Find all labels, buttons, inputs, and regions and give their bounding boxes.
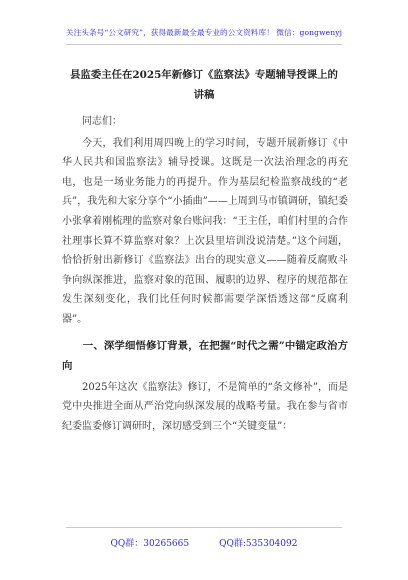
document-title <box>60 65 348 105</box>
salutation: 同志们： <box>82 116 122 127</box>
paragraph-section-1: 2025年这次《监察法》修订，不是简单的“条文修补”，而是党中央推进全面从严治党向纵深发展的战略考量。我在参与省市纪委监委修订调研时，深切感受到三个“关键变量”： <box>62 381 348 432</box>
title-line-1: 县监委主任在2025年新修订《监察法》专题辅导授课上的 <box>70 69 338 81</box>
document-body <box>62 112 348 436</box>
qq-group-2: QQ群:535304092 <box>219 539 298 549</box>
section-heading-1: 一、深学细悟修订背景，在把握“时代之需”中锚定政治方向 <box>62 339 348 372</box>
paragraph-intro: 今天，我们利用周四晚上的学习时间，专题开展新修订《中华人民共和国监察法》辅导授课。这既是一次法治理念的再充电，也是一场业务能力的再提升。作为基层纪检监察战线的“老兵”，我先和大家分享个“小插曲”——上周到马市镇调研，镇纪委小张拿着刚梳理的监察对象台账问我：“王主任，咱们村里的合作社理事长算不算监察对象？上次县里培训没说清楚。”这个问题，恰恰折射出新修订《监察法》出台的现实意义——随着反腐败斗争向纵深推进，监察对象的范围、履职的边界、程序的规范都在发生深刻变化，我们比任何时候都需要学深悟透这部“反腐利器”。 <box>62 137 348 325</box>
page-header: 关注头条号“公文研究”，获得最新最全最专业的公文资料库！ 微信：gongwenyj <box>65 28 343 37</box>
footer-divider <box>66 527 342 528</box>
page-footer <box>0 536 408 549</box>
qq-group-1: QQ群：30265665 <box>110 539 190 549</box>
header-divider <box>66 44 342 45</box>
title-line-2: 讲稿 <box>193 89 215 101</box>
